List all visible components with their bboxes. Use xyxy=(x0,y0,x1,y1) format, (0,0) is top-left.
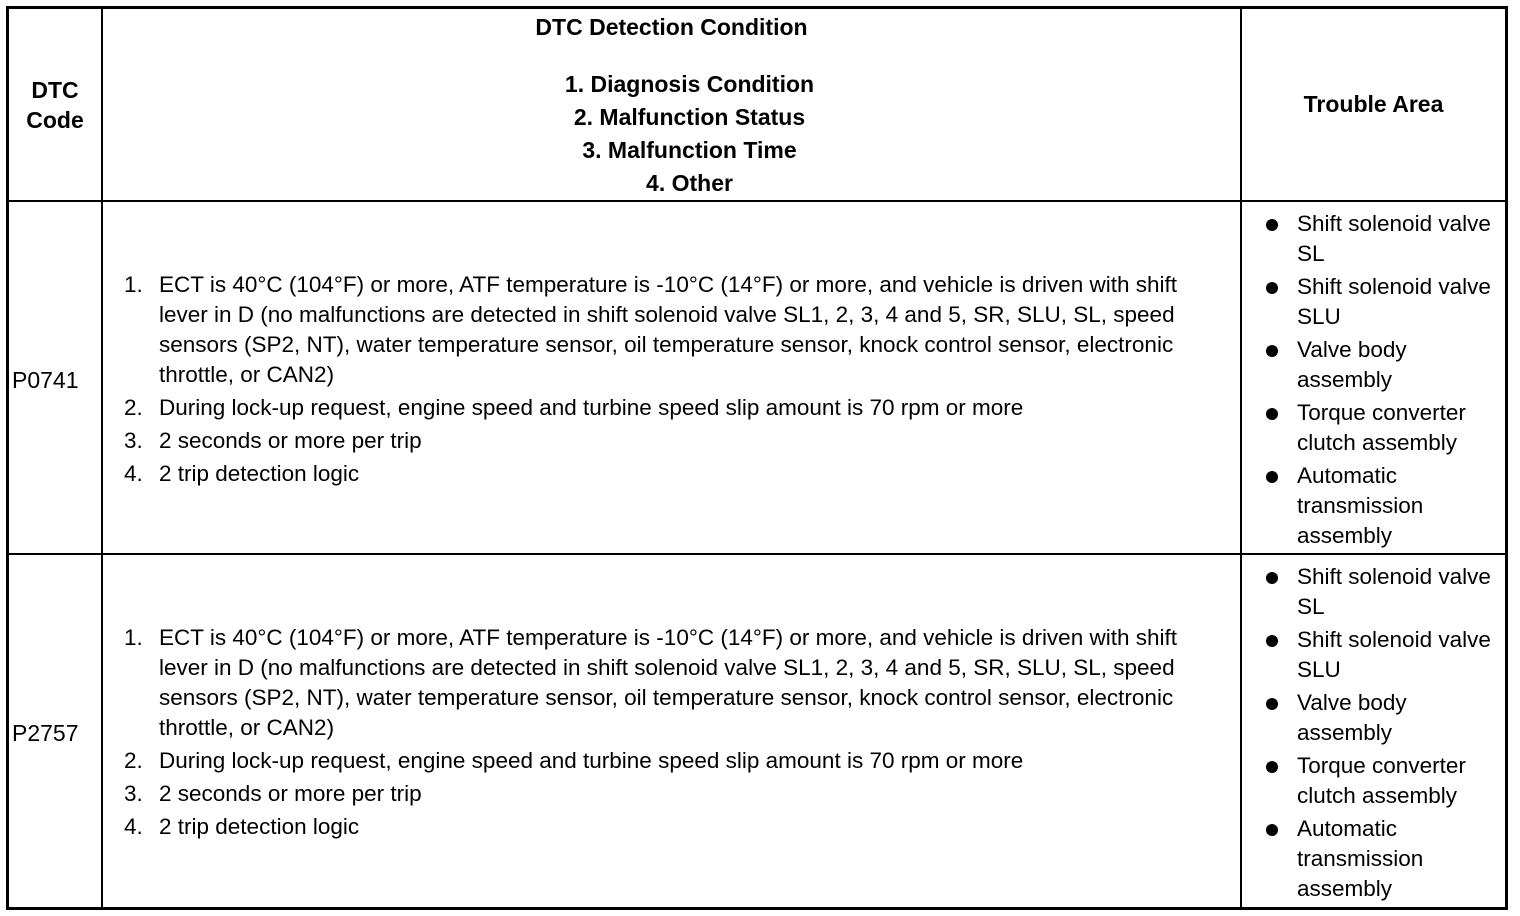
condition-item: 2. During lock-up request, engine speed and turbine speed slip amount is 70 rpm or more xyxy=(124,748,1024,773)
trouble-area-item: Torque converter clutch assembly xyxy=(1259,751,1504,811)
trouble-area-item: Valve body assembly xyxy=(1259,335,1504,395)
detection-condition-cell xyxy=(124,270,1224,489)
header-dtc-code xyxy=(9,75,101,135)
trouble-area-cell xyxy=(1259,209,1504,554)
trouble-area-list xyxy=(1259,209,1504,551)
trouble-area-item: Valve body assembly xyxy=(1259,688,1504,748)
condition-item: 1. ECT is 40°C (104°F) or more, ATF temperature is -10°C (14°F) or more, and vehicle is driven with shift lever in D (no malfunctions are detected in shift solenoid valve SL1, 2, 3, 4 and 5, SR, SLU, SL, speed sensors (SP2, NT), water temperature sensor, oil temperature sensor, knock control sensor, electronic throttle, or CAN2) xyxy=(124,272,1177,387)
dtc-code: P2757 xyxy=(12,720,79,746)
header-condition-item: 1. Diagnosis Condition xyxy=(564,71,815,97)
bullet-icon xyxy=(1266,282,1278,294)
trouble-area-list xyxy=(1259,562,1504,904)
trouble-area-cell xyxy=(1259,562,1504,907)
trouble-area-item: Shift solenoid valve SLU xyxy=(1259,625,1504,685)
bullet-icon xyxy=(1266,635,1278,647)
condition-item: 3. 2 seconds or more per trip xyxy=(124,428,422,453)
column-divider xyxy=(1240,6,1242,910)
bullet-icon xyxy=(1266,471,1278,483)
bullet-icon xyxy=(1266,698,1278,710)
row-divider xyxy=(6,200,1508,202)
detection-condition-cell xyxy=(124,623,1224,842)
header-code-line2: Code xyxy=(26,107,84,133)
header-condition-item: 3. Malfunction Time xyxy=(582,137,797,163)
condition-list xyxy=(124,623,1224,842)
header-condition-title: DTC Detection Condition xyxy=(535,14,808,40)
dtc-code: P0741 xyxy=(12,367,79,393)
trouble-area-item: Torque converter clutch assembly xyxy=(1259,398,1504,458)
header-condition-item: 2. Malfunction Status xyxy=(573,104,806,130)
header-detection-condition xyxy=(103,12,1240,200)
trouble-area-item: Shift solenoid valve SL xyxy=(1259,562,1504,622)
bullet-icon xyxy=(1266,219,1278,231)
condition-item: 3. 2 seconds or more per trip xyxy=(124,781,422,806)
bullet-icon xyxy=(1266,761,1278,773)
header-condition-item: 4. Other xyxy=(646,170,733,196)
trouble-area-item: Shift solenoid valve SL xyxy=(1259,209,1504,269)
condition-item: 2. During lock-up request, engine speed and turbine speed slip amount is 70 rpm or more xyxy=(124,395,1024,420)
header-trouble-area: Trouble Area xyxy=(1303,91,1444,117)
bullet-icon xyxy=(1266,345,1278,357)
trouble-area-item: Automatic transmission assembly xyxy=(1259,814,1504,904)
trouble-area-item: Automatic transmission assembly xyxy=(1259,461,1504,551)
header-code-line1: DTC xyxy=(31,77,79,103)
trouble-area-item: Shift solenoid valve SLU xyxy=(1259,272,1504,332)
condition-item: 4. 2 trip detection logic xyxy=(124,461,360,486)
condition-item: 4. 2 trip detection logic xyxy=(124,814,360,839)
bullet-icon xyxy=(1266,824,1278,836)
condition-item: 1. ECT is 40°C (104°F) or more, ATF temperature is -10°C (14°F) or more, and vehicle is driven with shift lever in D (no malfunctions are detected in shift solenoid valve SL1, 2, 3, 4 and 5, SR, SLU, SL, speed sensors (SP2, NT), water temperature sensor, oil temperature sensor, knock control sensor, electronic throttle, or CAN2) xyxy=(124,625,1177,740)
bullet-icon xyxy=(1266,572,1278,584)
condition-list xyxy=(124,270,1224,489)
bullet-icon xyxy=(1266,408,1278,420)
